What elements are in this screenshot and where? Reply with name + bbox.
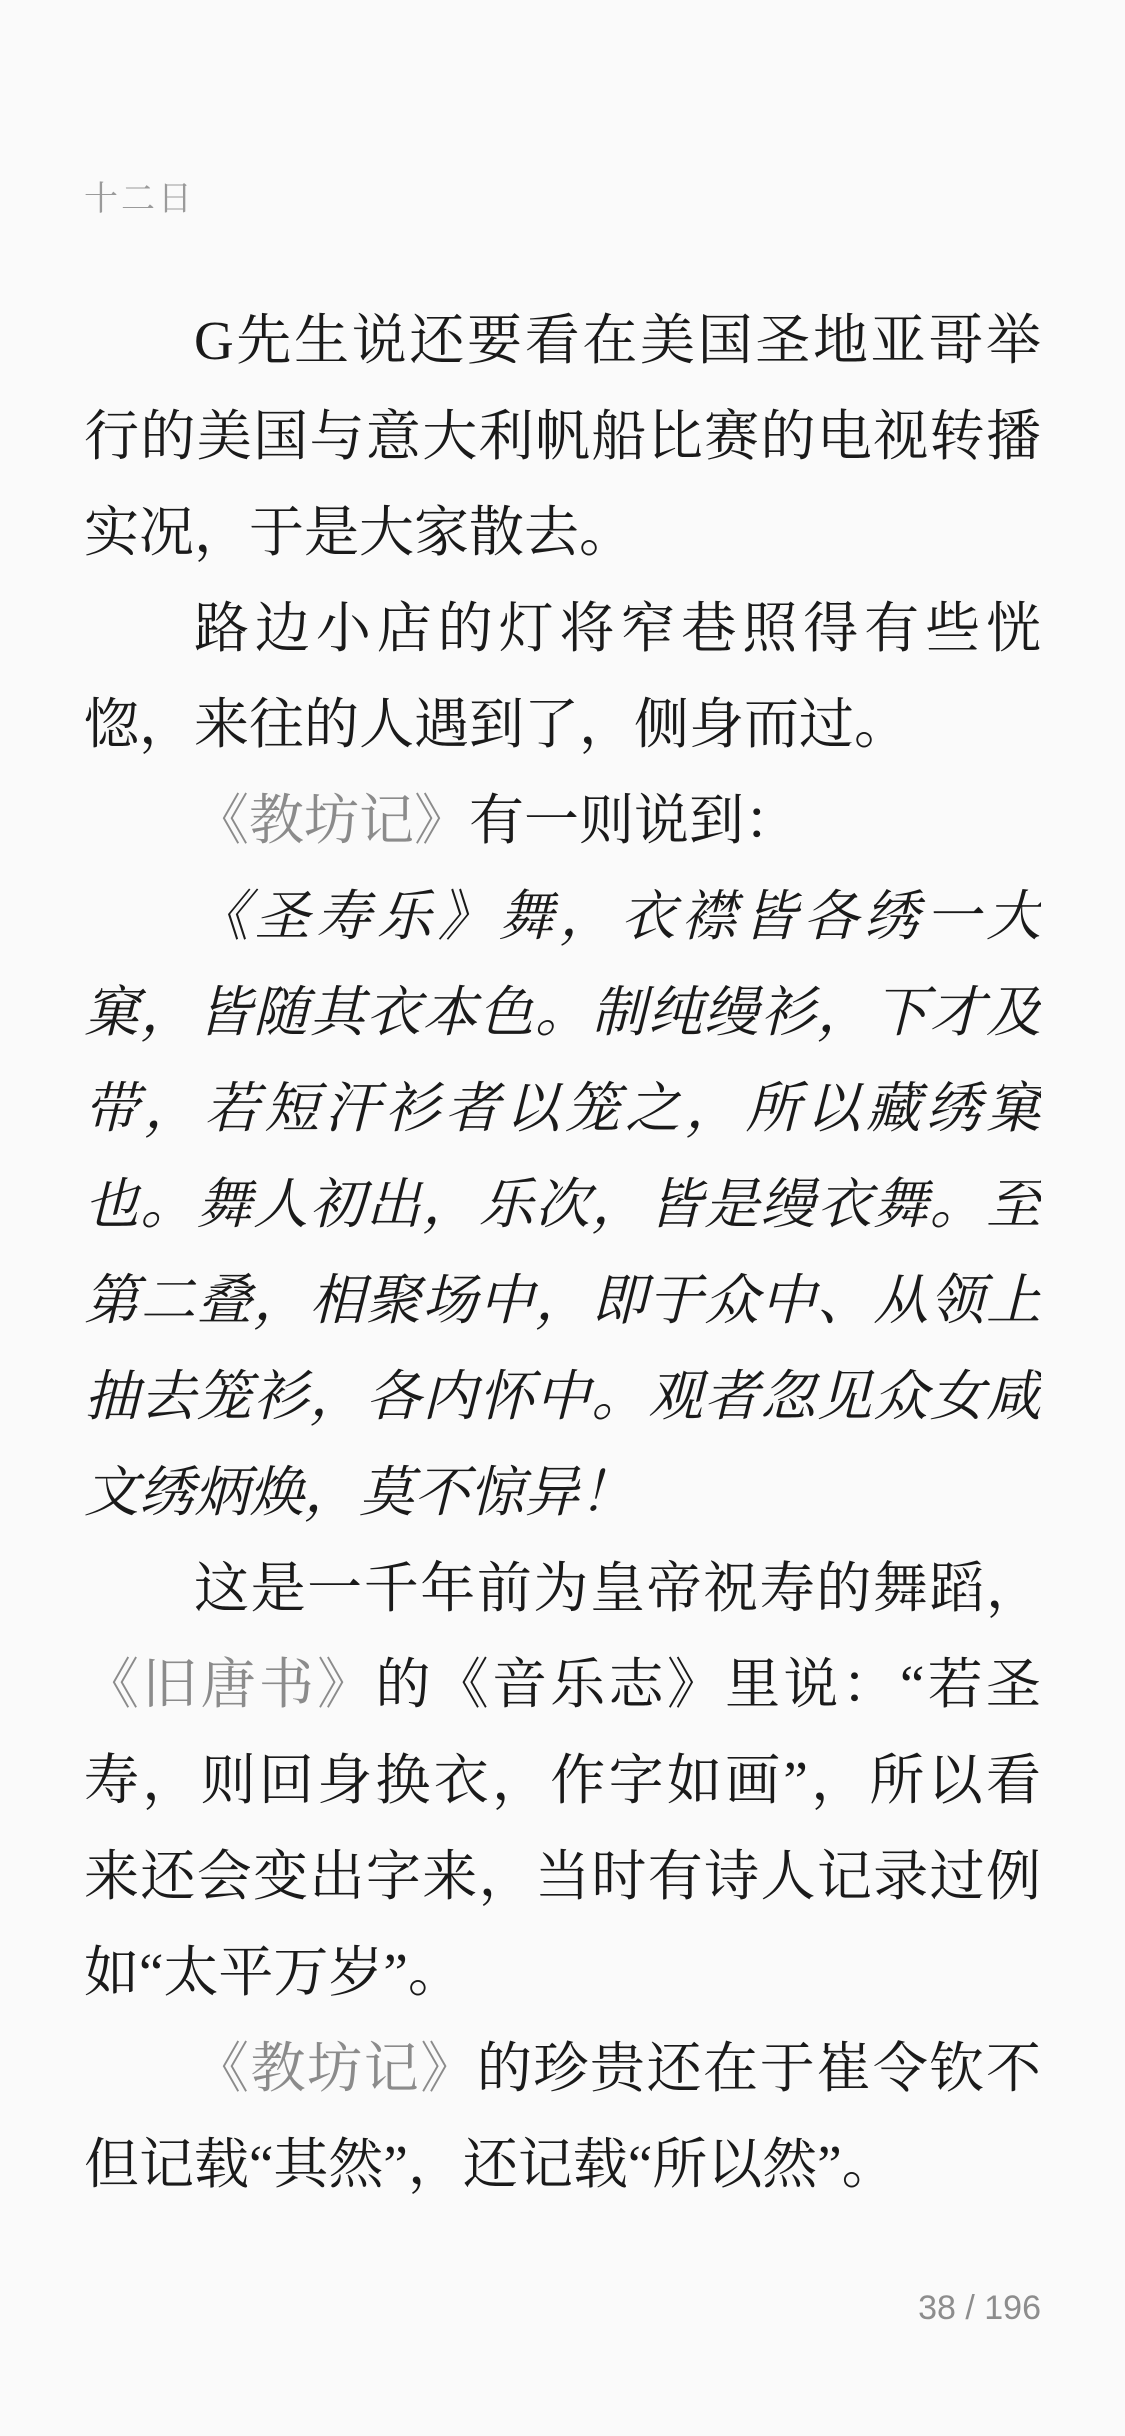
text-segment: 窠，皆随其衣本色。制纯缦衫，下才及 bbox=[84, 982, 1041, 1043]
text-segment: 抽去笼衫，各内怀中。观者忽见众女咸 bbox=[84, 1366, 1041, 1427]
text-line bbox=[84, 1829, 1041, 1925]
book-title-link[interactable]: 《教坊记》 bbox=[194, 790, 470, 851]
text-segment: 如“太平万岁”。 bbox=[84, 1942, 463, 2003]
text-segment: 惚，来往的人遇到了，侧身而过。 bbox=[84, 694, 910, 755]
text-segment: G先生说还要看在美国圣地亚哥举 bbox=[194, 310, 1041, 371]
text-line bbox=[84, 2117, 1041, 2213]
text-line bbox=[84, 1541, 1041, 1637]
text-segment: 有一则说到： bbox=[469, 790, 800, 851]
text-segment: 也。舞人初出，乐次，皆是缦衣舞。至 bbox=[84, 1174, 1041, 1235]
text-line bbox=[84, 389, 1041, 485]
book-title-link[interactable]: 《教坊记》 bbox=[194, 2038, 477, 2099]
book-title-link[interactable]: 《旧唐书》 bbox=[84, 1654, 376, 1715]
text-segment: 的珍贵还在于崔令钦不 bbox=[476, 2038, 1041, 2099]
text-line bbox=[84, 677, 1041, 773]
quote-text-line bbox=[84, 1157, 1041, 1253]
text-segment: 带，若短汗衫者以笼之，所以藏绣窠 bbox=[84, 1078, 1041, 1139]
page-text bbox=[84, 293, 1041, 2213]
text-segment: 来还会变出字来，当时有诗人记录过例 bbox=[84, 1846, 1041, 1907]
text-line bbox=[84, 1637, 1041, 1733]
text-segment: 路边小店的灯将窄巷照得有些恍 bbox=[194, 598, 1041, 659]
text-segment: 这是一千年前为皇帝祝寿的舞蹈， bbox=[194, 1558, 1041, 1619]
page-indicator: 38 / 196 bbox=[918, 2289, 1041, 2327]
text-line bbox=[84, 293, 1041, 389]
quote-text-line bbox=[84, 869, 1041, 965]
text-line bbox=[84, 1733, 1041, 1829]
quote-text-line bbox=[84, 1445, 1041, 1541]
text-line bbox=[84, 581, 1041, 677]
text-segment: 寿，则回身换衣，作字如画”，所以看 bbox=[84, 1750, 1041, 1811]
text-segment: 文绣炳焕，莫不惊异！ bbox=[84, 1462, 635, 1523]
text-segment: 实况，于是大家散去。 bbox=[84, 502, 635, 563]
text-segment: 但记载“其然”，还记载“所以然”。 bbox=[84, 2134, 897, 2195]
text-segment: 第二叠，相聚场中，即于众中、从领上 bbox=[84, 1270, 1041, 1331]
quote-text-line bbox=[84, 965, 1041, 1061]
text-line bbox=[84, 773, 1041, 869]
quote-text-line bbox=[84, 1061, 1041, 1157]
text-line bbox=[84, 2021, 1041, 2117]
text-line bbox=[84, 1925, 1041, 2021]
quote-text-line bbox=[84, 1253, 1041, 1349]
chapter-header: 十二日 bbox=[84, 181, 195, 218]
text-segment: 行的美国与意大利帆船比赛的电视转播 bbox=[84, 406, 1041, 467]
quote-text-line bbox=[84, 1349, 1041, 1445]
text-segment: 的《音乐志》里说：“若圣 bbox=[375, 1654, 1041, 1715]
text-line bbox=[84, 485, 1041, 581]
text-segment: 《圣寿乐》舞，衣襟皆各绣一大 bbox=[194, 886, 1041, 947]
